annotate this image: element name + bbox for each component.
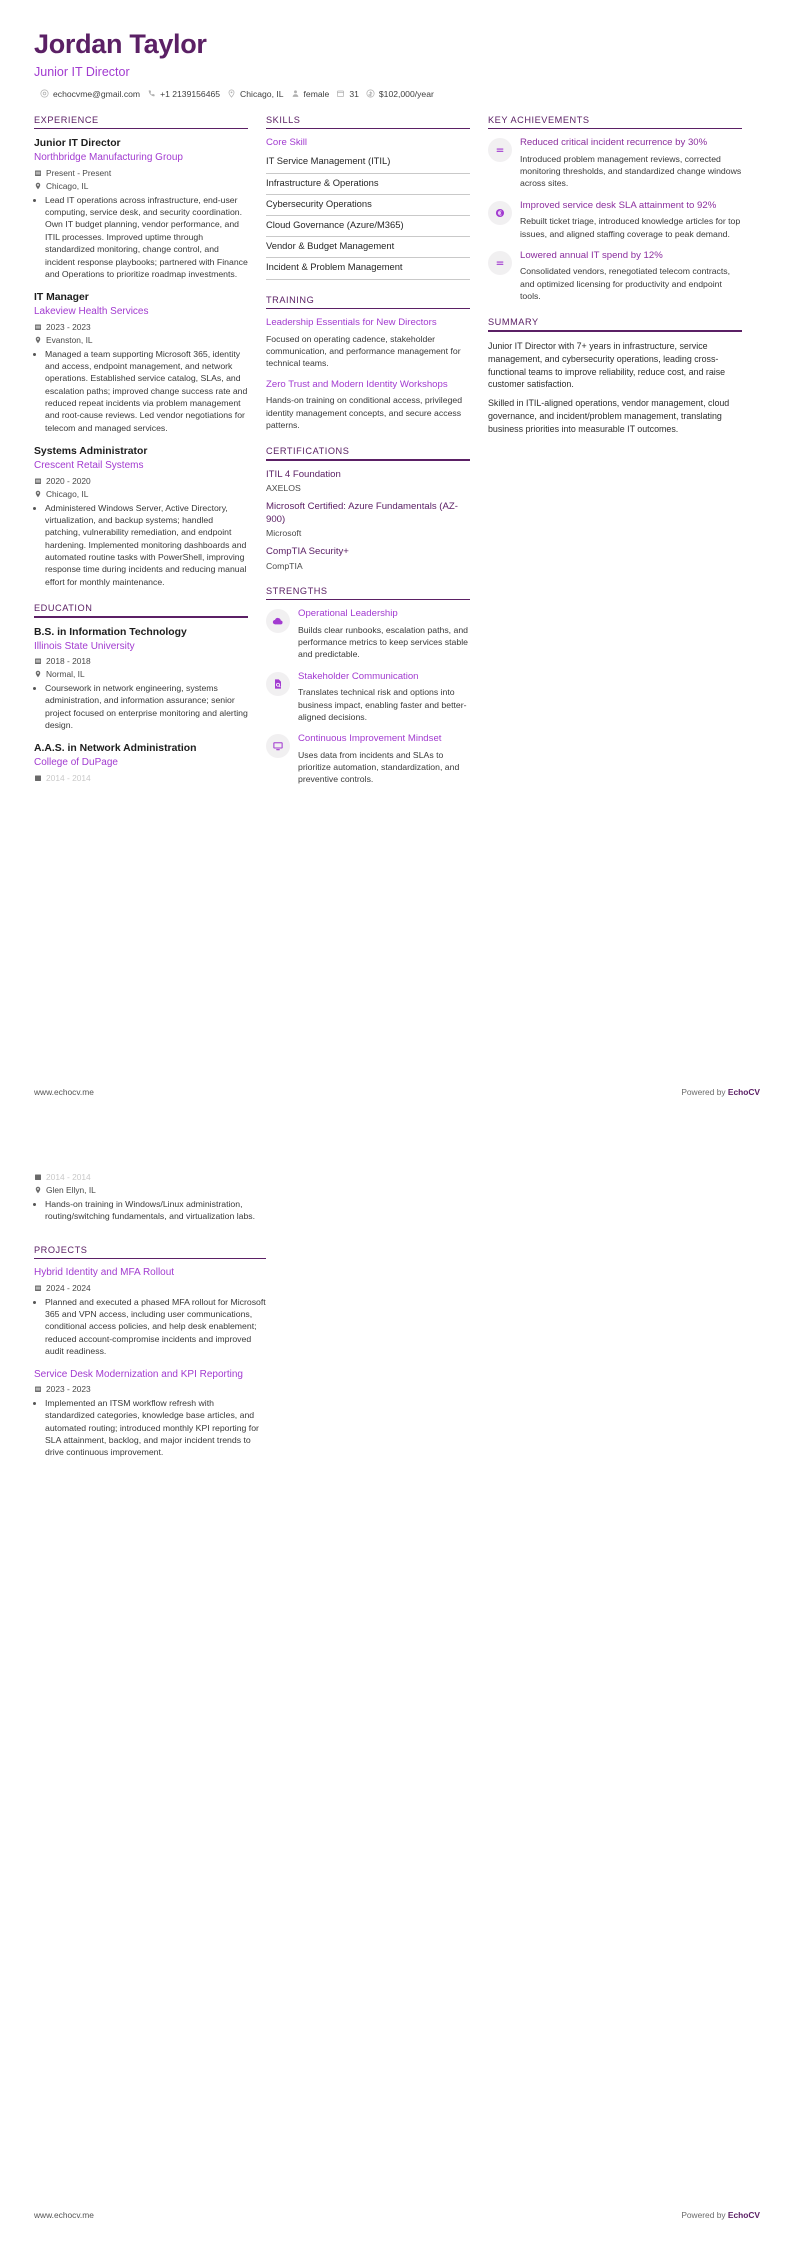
entry-dates	[34, 773, 248, 783]
contact-salary[interactable]	[366, 89, 434, 99]
section-training	[266, 295, 470, 432]
strength-title: Stakeholder Communication	[298, 670, 419, 682]
certification-title: ITIL 4 Foundation	[266, 468, 341, 480]
footer-brand-name: EchoCV	[727, 1087, 760, 1097]
section-title-experience: EXPERIENCE	[34, 114, 99, 125]
entry-title: Systems Administrator	[34, 446, 148, 458]
summary-paragraph: Skilled in ITIL-aligned operations, vendor management, cloud governance, and incident/problem management, translating business priorities into measurable IT outcomes.	[488, 398, 730, 434]
entry-location-value: Chicago, IL	[46, 488, 89, 499]
entry-location-value: Evanston, IL	[46, 334, 93, 345]
entry-dates	[34, 168, 248, 178]
project-entry	[34, 1267, 266, 1357]
section-title-education: EDUCATION	[34, 603, 93, 613]
contact-row	[34, 89, 760, 99]
section-divider	[266, 128, 470, 130]
entry-org: Crescent Retail Systems	[34, 460, 144, 472]
section-title-certifications: CERTIFICATIONS	[266, 446, 350, 457]
skill-item: Cloud Governance (Azure/M365)	[266, 216, 470, 237]
email-icon	[40, 89, 49, 98]
phone-icon	[147, 89, 156, 98]
education-entry	[34, 626, 248, 732]
entry-org: College of DuPage	[34, 757, 118, 769]
entry-dates-value: 2014 - 2014	[46, 1172, 91, 1182]
achievement-title: Lowered annual IT spend by 12%	[520, 249, 663, 261]
strength-item	[266, 733, 470, 786]
age-icon	[336, 89, 345, 98]
skill-item: IT Service Management (ITIL)	[266, 152, 470, 173]
entry-bullets	[34, 194, 248, 280]
entry-location-value: Chicago, IL	[46, 180, 89, 191]
entry-bullets	[34, 348, 248, 434]
bullet: • Managed a team supporting Microsoft 365, identity and access, endpoint management, and network operations. Established service catalog, SLAs, and escalation paths; improved change success rate and reduced repeat incidents via problem management and root-cause reviews. Led vendor negotiations for telecom and managed services.	[45, 348, 248, 434]
calendar-icon	[34, 1385, 42, 1393]
strength-desc: Translates technical risk and options into business impact, enabling faster and better-aligned decisions.	[298, 687, 467, 722]
resume-columns	[0, 99, 794, 801]
contact-age-value: 31	[349, 88, 359, 99]
training-item	[266, 379, 470, 432]
monitor-icon	[266, 734, 290, 758]
achievement-item	[488, 250, 742, 303]
strength-desc: Builds clear runbooks, escalation paths, and performance metrics to keep services stable and predictable.	[298, 624, 468, 660]
contact-location[interactable]	[227, 89, 283, 99]
section-title-skills: SKILLS	[266, 114, 301, 125]
entry-location	[34, 489, 248, 499]
achievement-title: Reduced critical incident recurrence by 30%	[520, 137, 708, 149]
entry-location	[34, 335, 248, 345]
footer-website[interactable]: www.echocv.me	[34, 2210, 94, 2220]
achievement-desc: Consolidated vendors, renegotiated telecom contracts, and optimized licensing for productivity and endpoint tools.	[520, 266, 731, 302]
skills-group-label: Core Skill	[266, 137, 308, 149]
certification-item	[266, 501, 470, 538]
entry-title: IT Manager	[34, 292, 89, 304]
section-divider	[488, 128, 742, 130]
skill-item: Infrastructure & Operations	[266, 174, 470, 195]
skill-item: Cybersecurity Operations	[266, 195, 470, 216]
entry-org: Illinois State University	[34, 640, 135, 652]
section-strengths	[266, 586, 470, 786]
training-title: Zero Trust and Modern Identity Workshops	[266, 378, 448, 390]
section-experience	[34, 115, 248, 588]
strength-title: Operational Leadership	[298, 608, 398, 620]
contact-email-value: echocvme@gmail.com	[53, 88, 141, 99]
achievement-desc: Introduced problem management reviews, corrected monitoring thresholds, and standardized change windows across sites.	[520, 153, 742, 189]
section-divider	[34, 616, 248, 618]
entry-title: Junior IT Director	[34, 138, 121, 150]
entry-title: A.A.S. in Network Administration	[34, 743, 197, 755]
entry-dates	[34, 1384, 266, 1394]
entry-dates-value: 2023 - 2023	[46, 321, 91, 332]
certification-item	[266, 546, 470, 570]
project-title: Service Desk Modernization and KPI Reporting	[34, 1368, 243, 1380]
resume-page-2	[0, 1123, 794, 2246]
section-title-summary: SUMMARY	[488, 317, 539, 328]
calendar-icon	[34, 323, 42, 331]
section-education	[34, 603, 248, 783]
location-icon	[34, 1186, 42, 1194]
entry-dates	[34, 1172, 266, 1182]
achievement-item	[488, 200, 742, 240]
entry-bullets	[34, 1296, 266, 1358]
certification-issuer: Microsoft	[266, 528, 302, 539]
skill-item: Vendor & Budget Management	[266, 237, 470, 258]
calendar-icon	[34, 169, 42, 177]
calendar-icon	[34, 657, 42, 665]
cloud-icon	[266, 609, 290, 633]
section-title-key-achievements: KEY ACHIEVEMENTS	[488, 114, 590, 125]
training-item	[266, 317, 470, 370]
calendar-icon	[34, 1173, 42, 1181]
achievement-desc: Rebuilt ticket triage, introduced knowledge articles for top issues, and aligned staffing coverage to peak demand.	[520, 216, 741, 239]
entry-dates	[34, 476, 248, 486]
contact-phone-value: +1 2139156465	[160, 88, 221, 99]
section-divider	[266, 308, 470, 310]
section-title-strengths: STRENGTHS	[266, 585, 328, 596]
page-footer	[34, 2210, 760, 2220]
entry-location	[34, 181, 248, 191]
column-right	[488, 115, 742, 451]
bullet: • Administered Windows Server, Active Directory, virtualization, and backup systems; handled patching, vulnerability remediation, and endpoint hardening. Implemented monitoring dashboards and automated routine tasks with PowerShell, improving response time during incidents and reducing manual effort for monthly maintenance.	[45, 502, 248, 588]
section-certifications	[266, 446, 470, 570]
entry-bullets	[34, 682, 248, 731]
section-divider	[266, 459, 470, 461]
footer-brand-name: EchoCV	[727, 2210, 760, 2220]
entry-dates-value: 2014 - 2014	[46, 772, 91, 783]
entry-dates-value: 2024 - 2024	[46, 1282, 91, 1293]
entry-title: B.S. in Information Technology	[34, 626, 187, 638]
section-divider	[34, 128, 248, 130]
certification-issuer: CompTIA	[266, 560, 303, 571]
calendar-icon	[34, 1284, 42, 1292]
achievement-title: Improved service desk SLA attainment to 92%	[520, 199, 717, 211]
section-divider	[488, 330, 742, 332]
training-desc: Hands-on training on conditional access, privileged identity management concepts, and secure access patterns.	[266, 395, 463, 430]
entry-location	[34, 1185, 266, 1195]
bullet: • Lead IT operations across infrastructure, end-user computing, service desk, and security coordination. Own IT budget planning, vendor performance, and ITIL processes. Improved uptime through standardized monitoring, change control, and incident response playbooks; partnered with Finance and Operations to prioritize roadmap investments.	[45, 194, 248, 280]
page-footer	[34, 1087, 760, 1097]
equals-icon	[488, 251, 512, 275]
entry-location-value: Glen Ellyn, IL	[46, 1185, 96, 1195]
location-icon	[34, 670, 42, 678]
entry-dates-value: Present - Present	[46, 167, 112, 178]
bullet: • Coursework in network engineering, systems administration, and information assurance; senior project focused on enterprise monitoring and alerting design.	[45, 682, 248, 731]
section-title-projects: PROJECTS	[34, 1244, 88, 1255]
section-summary	[488, 317, 742, 435]
bullet: • Hands-on training in Windows/Linux administration, routing/switching fundamentals, and virtualization labs.	[45, 1198, 266, 1223]
strength-title: Continuous Improvement Mindset	[298, 733, 442, 745]
certification-title: CompTIA Security+	[266, 546, 349, 558]
strength-desc: Uses data from incidents and SLAs to prioritize automation, standardization, and preventive controls.	[298, 749, 460, 785]
training-title: Leadership Essentials for New Directors	[266, 317, 437, 329]
footer-brand	[681, 1087, 760, 1097]
entry-location	[34, 669, 248, 679]
section-divider	[34, 1258, 266, 1260]
document-search-icon	[266, 672, 290, 696]
footer-brand	[681, 2210, 760, 2220]
location-icon	[34, 336, 42, 344]
strength-item	[266, 671, 470, 724]
entry-location-value: Normal, IL	[46, 669, 85, 680]
entry-dates	[34, 322, 248, 332]
euro-icon	[488, 201, 512, 225]
section-title-training: TRAINING	[266, 294, 315, 305]
certification-item	[266, 469, 470, 493]
contact-gender-value: female	[303, 88, 330, 99]
calendar-icon	[34, 774, 42, 782]
skill-item: Incident & Problem Management	[266, 258, 470, 279]
entry-org: Northbridge Manufacturing Group	[34, 152, 183, 164]
achievement-item	[488, 137, 742, 190]
certification-issuer: AXELOS	[266, 483, 301, 494]
job-title: Junior IT Director	[34, 64, 130, 79]
column-middle	[266, 115, 488, 801]
contact-age[interactable]	[336, 89, 359, 99]
entry-org: Lakeview Health Services	[34, 306, 149, 318]
column-left-continued	[34, 1172, 266, 1459]
education-entry-continued	[34, 1172, 266, 1223]
section-skills	[266, 115, 470, 280]
location-icon	[227, 89, 236, 98]
entry-dates-value: 2018 - 2018	[46, 656, 91, 667]
entry-dates-value: 2020 - 2020	[46, 475, 91, 486]
training-desc: Focused on operating cadence, stakeholder communication, and performance management for technical teams.	[266, 333, 461, 369]
summary-paragraph: Junior IT Director with 7+ years in infrastructure, service management, and cybersecurity operations, leading cross-functional teams to improve reliability, reduce cost, and raise customer satisfaction.	[488, 341, 726, 390]
bullet: • Implemented an ITSM workflow refresh with standardized categories, knowledge base articles, and automated routing; introduced monthly KPI reporting for SLA attainment, backlog, and major incident trends to drive continuous improvement.	[45, 1397, 266, 1459]
section-divider	[266, 599, 470, 601]
section-projects	[34, 1245, 266, 1459]
experience-entry	[34, 291, 248, 434]
project-title: Hybrid Identity and MFA Rollout	[34, 1267, 175, 1279]
salary-icon	[366, 89, 375, 98]
education-entry	[34, 742, 248, 783]
entry-dates-value: 2023 - 2023	[46, 1384, 91, 1394]
project-entry	[34, 1369, 266, 1459]
entry-bullets	[34, 502, 248, 588]
section-key-achievements	[488, 115, 742, 303]
footer-powered-label: Powered by	[681, 1087, 728, 1097]
experience-entry	[34, 137, 248, 280]
footer-website[interactable]: www.echocv.me	[34, 1087, 94, 1097]
page-title: Jordan Taylor	[34, 29, 207, 59]
contact-location-value: Chicago, IL	[240, 88, 284, 99]
location-icon	[34, 490, 42, 498]
bullet: • Planned and executed a phased MFA rollout for Microsoft 365 and VPN access, including user communications, conditional access policies, and help desk enablement; reduced account-compromise incidents and improved audit readiness.	[45, 1296, 266, 1358]
footer-powered-label: Powered by	[681, 2210, 728, 2220]
entry-dates	[34, 1283, 266, 1293]
entry-bullets	[34, 1198, 266, 1223]
gender-icon	[291, 89, 300, 98]
contact-email[interactable]	[40, 89, 140, 99]
column-left	[34, 115, 266, 798]
page2-content	[0, 1123, 794, 1459]
entry-dates	[34, 656, 248, 666]
certification-title: Microsoft Certified: Azure Fundamentals (AZ-900)	[266, 501, 458, 525]
contact-phone[interactable]	[147, 89, 220, 99]
strength-item	[266, 608, 470, 661]
contact-gender[interactable]	[291, 89, 330, 99]
entry-bullets	[34, 1397, 266, 1459]
contact-salary-value: $102,000/year	[378, 88, 434, 99]
equals-icon	[488, 138, 512, 162]
location-icon	[34, 182, 42, 190]
resume-header	[0, 0, 794, 99]
calendar-icon	[34, 477, 42, 485]
experience-entry	[34, 445, 248, 588]
